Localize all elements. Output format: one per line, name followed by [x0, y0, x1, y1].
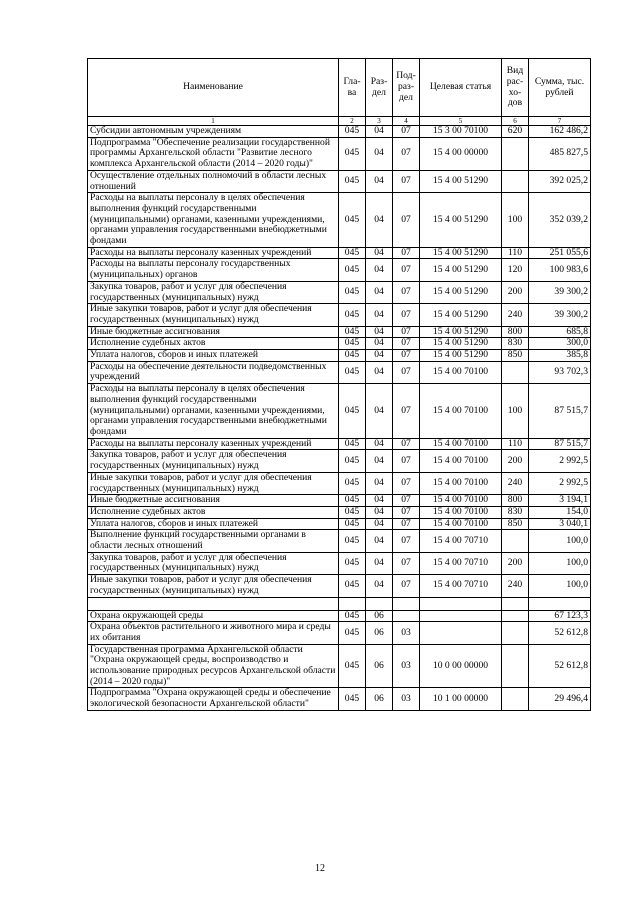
row-vid-cell [502, 622, 529, 644]
row-name-cell: Охрана объектов растительного и животного мира и среды их обитания [88, 622, 339, 644]
row-sum-cell: 87 515,7 [529, 438, 591, 450]
row-name-cell: Закупка товаров, работ и услуг для обеспечения государственных (муниципальных) нужд [88, 450, 339, 472]
table-row [88, 193, 591, 248]
row-glava-cell: 045 [339, 361, 366, 383]
row-vid-cell: 110 [502, 247, 529, 259]
row-podrazdel-cell: 07 [393, 552, 420, 574]
row-name-cell: Иные закупки товаров, работ и услуг для обеспечения государственных (муниципальных) нужд [88, 472, 339, 494]
row-name-cell: Иные бюджетные ассигнования [88, 495, 339, 507]
row-podrazdel-cell: 07 [393, 518, 420, 530]
row-vid-cell [502, 530, 529, 552]
row-sum-cell: 3 040,1 [529, 518, 591, 530]
row-target-cell: 15 4 00 70710 [420, 552, 502, 574]
row-glava-cell: 045 [339, 506, 366, 518]
row-target-cell: 10 1 00 00000 [420, 688, 502, 710]
table-row [88, 247, 591, 259]
row-target-cell: 15 4 00 51290 [420, 326, 502, 338]
table-row [88, 361, 591, 383]
row-podrazdel-cell: 07 [393, 350, 420, 362]
row-target-cell: 15 4 00 51290 [420, 338, 502, 350]
row-razdel-cell: 04 [366, 575, 393, 597]
row-target-cell: 15 4 00 51290 [420, 350, 502, 362]
row-vid-cell [502, 361, 529, 383]
row-razdel-cell: 04 [366, 247, 393, 259]
row-name-cell: Расходы на обеспечение деятельности подведомственных учреждений [88, 361, 339, 383]
column-number: 3 [366, 117, 393, 126]
table-row [88, 518, 591, 530]
row-podrazdel-cell: 07 [393, 281, 420, 303]
row-target-cell: 15 3 00 70100 [420, 126, 502, 138]
row-vid-cell: 100 [502, 193, 529, 248]
row-podrazdel-cell: 07 [393, 304, 420, 326]
row-sum-cell: 39 300,2 [529, 304, 591, 326]
column-number: 2 [339, 117, 366, 126]
row-vid-cell: 110 [502, 438, 529, 450]
row-name-cell: Иные закупки товаров, работ и услуг для обеспечения государственных (муниципальных) нужд [88, 304, 339, 326]
table-row [88, 495, 591, 507]
row-sum-cell: 100,0 [529, 552, 591, 574]
row-sum-cell: 100,0 [529, 575, 591, 597]
row-sum-cell: 352 039,2 [529, 193, 591, 248]
row-glava-cell: 045 [339, 193, 366, 248]
table-row [88, 338, 591, 350]
table-row [88, 170, 591, 192]
row-glava-cell: 045 [339, 247, 366, 259]
table-row [88, 622, 591, 644]
row-podrazdel-cell [393, 597, 420, 610]
header-razdel: Раз-дел [366, 59, 393, 117]
row-sum-cell: 87 515,7 [529, 384, 591, 439]
row-target-cell: 15 4 00 51290 [420, 247, 502, 259]
row-vid-cell: 830 [502, 506, 529, 518]
row-razdel-cell [366, 597, 393, 610]
row-sum-cell: 2 992,5 [529, 472, 591, 494]
table-row [88, 506, 591, 518]
row-razdel-cell: 04 [366, 281, 393, 303]
row-name-cell: Иные бюджетные ассигнования [88, 326, 339, 338]
row-vid-cell: 850 [502, 518, 529, 530]
row-glava-cell: 045 [339, 575, 366, 597]
row-glava-cell: 045 [339, 281, 366, 303]
row-sum-cell: 52 612,8 [529, 622, 591, 644]
row-vid-cell: 200 [502, 450, 529, 472]
row-razdel-cell: 06 [366, 622, 393, 644]
table-row [88, 472, 591, 494]
row-vid-cell: 850 [502, 350, 529, 362]
row-podrazdel-cell: 07 [393, 361, 420, 383]
row-sum-cell: 154,0 [529, 506, 591, 518]
row-podrazdel-cell [393, 610, 420, 622]
row-sum-cell: 392 025,2 [529, 170, 591, 192]
row-target-cell [420, 610, 502, 622]
row-podrazdel-cell: 03 [393, 644, 420, 688]
row-razdel-cell: 04 [366, 126, 393, 138]
row-sum-cell: 685,8 [529, 326, 591, 338]
table-row [88, 530, 591, 552]
row-glava-cell: 045 [339, 137, 366, 170]
header-name: Наименование [88, 59, 339, 117]
row-podrazdel-cell: 07 [393, 575, 420, 597]
row-sum-cell: 67 123,3 [529, 610, 591, 622]
row-podrazdel-cell: 07 [393, 450, 420, 472]
row-glava-cell [339, 597, 366, 610]
table-row [88, 350, 591, 362]
row-target-cell: 15 4 00 70100 [420, 506, 502, 518]
budget-table [87, 58, 591, 711]
row-razdel-cell: 04 [366, 450, 393, 472]
row-razdel-cell: 04 [366, 506, 393, 518]
row-name-cell: Расходы на выплаты персоналу в целях обеспечения выполнения функций государственными (муниципальными) органами, казенными учреждениями, органами управления государственными внебюджетными фондами [88, 384, 339, 439]
row-name-cell: Расходы на выплаты персоналу в целях обеспечения выполнения функций государственными (муниципальными) органами, казенными учреждениями, органами управления государственными внебюджетными фондами [88, 193, 339, 248]
row-razdel-cell: 04 [366, 361, 393, 383]
row-target-cell: 15 4 00 70100 [420, 518, 502, 530]
row-razdel-cell: 04 [366, 259, 393, 281]
row-vid-cell: 830 [502, 338, 529, 350]
row-sum-cell: 3 194,1 [529, 495, 591, 507]
row-name-cell: Расходы на выплаты персоналу государственных (муниципальных) органов [88, 259, 339, 281]
row-glava-cell: 045 [339, 384, 366, 439]
row-name-cell [88, 597, 339, 610]
row-sum-cell: 100,0 [529, 530, 591, 552]
row-target-cell: 15 4 00 70100 [420, 361, 502, 383]
row-podrazdel-cell: 07 [393, 193, 420, 248]
row-target-cell: 15 4 00 51290 [420, 281, 502, 303]
row-razdel-cell: 04 [366, 518, 393, 530]
table-row [88, 610, 591, 622]
row-vid-cell: 200 [502, 552, 529, 574]
row-glava-cell: 045 [339, 495, 366, 507]
header-glava: Гла-ва [339, 59, 366, 117]
header-sum: Сумма, тыс. рублей [529, 59, 591, 117]
row-name-cell: Государственная программа Архангельской области "Охрана окружающей среды, воспроизводство и использование природных ресурсов Архангельской области (2014 – 2020 годы)" [88, 644, 339, 688]
row-sum-cell: 2 992,5 [529, 450, 591, 472]
row-name-cell: Уплата налогов, сборов и иных платежей [88, 350, 339, 362]
header-podrazdel: Под-раз-дел [393, 59, 420, 117]
row-target-cell [420, 597, 502, 610]
row-target-cell: 15 4 00 70710 [420, 530, 502, 552]
row-name-cell: Иные закупки товаров, работ и услуг для обеспечения государственных (муниципальных) нужд [88, 575, 339, 597]
row-podrazdel-cell: 07 [393, 338, 420, 350]
row-razdel-cell: 04 [366, 530, 393, 552]
row-podrazdel-cell: 07 [393, 384, 420, 439]
row-podrazdel-cell: 07 [393, 126, 420, 138]
row-vid-cell: 800 [502, 495, 529, 507]
row-glava-cell: 045 [339, 518, 366, 530]
row-razdel-cell: 04 [366, 495, 393, 507]
row-razdel-cell: 04 [366, 438, 393, 450]
row-podrazdel-cell: 07 [393, 506, 420, 518]
row-razdel-cell: 04 [366, 338, 393, 350]
row-vid-cell [502, 170, 529, 192]
row-name-cell: Исполнение судебных актов [88, 506, 339, 518]
row-target-cell: 15 4 00 51290 [420, 304, 502, 326]
row-vid-cell: 620 [502, 126, 529, 138]
row-vid-cell [502, 137, 529, 170]
row-glava-cell: 045 [339, 170, 366, 192]
row-razdel-cell: 04 [366, 137, 393, 170]
table-row [88, 126, 591, 138]
row-razdel-cell: 06 [366, 688, 393, 710]
row-vid-cell: 240 [502, 472, 529, 494]
row-razdel-cell: 06 [366, 644, 393, 688]
row-podrazdel-cell: 03 [393, 688, 420, 710]
row-vid-cell [502, 597, 529, 610]
table-row [88, 688, 591, 710]
row-glava-cell: 045 [339, 610, 366, 622]
row-glava-cell: 045 [339, 259, 366, 281]
row-podrazdel-cell: 07 [393, 438, 420, 450]
row-razdel-cell: 04 [366, 304, 393, 326]
row-sum-cell: 93 702,3 [529, 361, 591, 383]
row-glava-cell: 045 [339, 688, 366, 710]
row-glava-cell: 045 [339, 326, 366, 338]
row-target-cell [420, 622, 502, 644]
header-vid: Вид рас-хо-дов [502, 59, 529, 117]
row-name-cell: Подпрограмма "Охрана окружающей среды и обеспечение экологической безопасности Архангельской области" [88, 688, 339, 710]
row-glava-cell: 045 [339, 472, 366, 494]
row-glava-cell: 045 [339, 438, 366, 450]
row-vid-cell: 240 [502, 304, 529, 326]
row-name-cell: Расходы на выплаты персоналу казенных учреждений [88, 247, 339, 259]
row-glava-cell: 045 [339, 304, 366, 326]
row-sum-cell: 300,0 [529, 338, 591, 350]
row-name-cell: Закупка товаров, работ и услуг для обеспечения государственных (муниципальных) нужд [88, 552, 339, 574]
row-sum-cell [529, 597, 591, 610]
row-target-cell: 15 4 00 51290 [420, 259, 502, 281]
row-vid-cell: 120 [502, 259, 529, 281]
row-name-cell: Исполнение судебных актов [88, 338, 339, 350]
row-glava-cell: 045 [339, 350, 366, 362]
row-razdel-cell: 04 [366, 193, 393, 248]
row-name-cell: Выполнение функций государственными органами в области лесных отношений [88, 530, 339, 552]
row-vid-cell [502, 688, 529, 710]
row-target-cell: 15 4 00 70100 [420, 495, 502, 507]
row-name-cell: Расходы на выплаты персоналу казенных учреждений [88, 438, 339, 450]
row-vid-cell: 240 [502, 575, 529, 597]
row-glava-cell: 045 [339, 338, 366, 350]
table-row [88, 552, 591, 574]
row-name-cell: Осуществление отдельных полномочий в области лесных отношений [88, 170, 339, 192]
table-row [88, 137, 591, 170]
row-podrazdel-cell: 07 [393, 170, 420, 192]
row-glava-cell: 045 [339, 552, 366, 574]
table-row [88, 597, 591, 610]
row-razdel-cell: 06 [366, 610, 393, 622]
row-target-cell: 10 0 00 00000 [420, 644, 502, 688]
row-sum-cell: 251 055,6 [529, 247, 591, 259]
row-glava-cell: 045 [339, 644, 366, 688]
header-target: Целевая статья [420, 59, 502, 117]
row-vid-cell [502, 644, 529, 688]
row-razdel-cell: 04 [366, 350, 393, 362]
column-number: 4 [393, 117, 420, 126]
row-target-cell: 15 4 00 70100 [420, 472, 502, 494]
row-sum-cell: 485 827,5 [529, 137, 591, 170]
row-glava-cell: 045 [339, 530, 366, 552]
table-row [88, 259, 591, 281]
row-sum-cell: 162 486,2 [529, 126, 591, 138]
table-row [88, 644, 591, 688]
table-row [88, 450, 591, 472]
row-razdel-cell: 04 [366, 552, 393, 574]
row-vid-cell [502, 610, 529, 622]
row-target-cell: 15 4 00 70100 [420, 450, 502, 472]
row-name-cell: Уплата налогов, сборов и иных платежей [88, 518, 339, 530]
row-name-cell: Субсидии автономным учреждениям [88, 126, 339, 138]
row-podrazdel-cell: 03 [393, 622, 420, 644]
table-row [88, 281, 591, 303]
row-target-cell: 15 4 00 51290 [420, 193, 502, 248]
row-sum-cell: 100 983,6 [529, 259, 591, 281]
row-vid-cell: 100 [502, 384, 529, 439]
row-name-cell: Подпрограмма "Обеспечение реализации государственной программы Архангельской области "Развитие лесного комплекса Архангельской области (2014 – 2020 годы)" [88, 137, 339, 170]
row-target-cell: 15 4 00 70100 [420, 438, 502, 450]
row-podrazdel-cell: 07 [393, 530, 420, 552]
table-row [88, 384, 591, 439]
table-row [88, 575, 591, 597]
row-sum-cell: 39 300,2 [529, 281, 591, 303]
row-razdel-cell: 04 [366, 170, 393, 192]
page-number: 12 [315, 863, 325, 874]
table-body [88, 126, 591, 711]
row-sum-cell: 29 496,4 [529, 688, 591, 710]
row-vid-cell: 800 [502, 326, 529, 338]
column-number: 7 [529, 117, 591, 126]
row-podrazdel-cell: 07 [393, 472, 420, 494]
row-podrazdel-cell: 07 [393, 259, 420, 281]
row-podrazdel-cell: 07 [393, 495, 420, 507]
row-podrazdel-cell: 07 [393, 137, 420, 170]
row-target-cell: 15 4 00 70100 [420, 384, 502, 439]
row-glava-cell: 045 [339, 126, 366, 138]
row-podrazdel-cell: 07 [393, 326, 420, 338]
row-name-cell: Охрана окружающей среды [88, 610, 339, 622]
column-number: 1 [88, 117, 339, 126]
table-row [88, 326, 591, 338]
column-number: 5 [420, 117, 502, 126]
row-vid-cell: 200 [502, 281, 529, 303]
row-name-cell: Закупка товаров, работ и услуг для обеспечения государственных (муниципальных) нужд [88, 281, 339, 303]
row-razdel-cell: 04 [366, 384, 393, 439]
row-sum-cell: 385,8 [529, 350, 591, 362]
row-glava-cell: 045 [339, 450, 366, 472]
row-razdel-cell: 04 [366, 472, 393, 494]
table-header-row [88, 59, 591, 117]
row-target-cell: 15 4 00 70710 [420, 575, 502, 597]
row-target-cell: 15 4 00 51290 [420, 170, 502, 192]
table-row [88, 438, 591, 450]
row-sum-cell: 52 612,8 [529, 644, 591, 688]
row-glava-cell: 045 [339, 622, 366, 644]
row-razdel-cell: 04 [366, 326, 393, 338]
row-podrazdel-cell: 07 [393, 247, 420, 259]
column-number: 6 [502, 117, 529, 126]
table-row [88, 304, 591, 326]
row-target-cell: 15 4 00 00000 [420, 137, 502, 170]
